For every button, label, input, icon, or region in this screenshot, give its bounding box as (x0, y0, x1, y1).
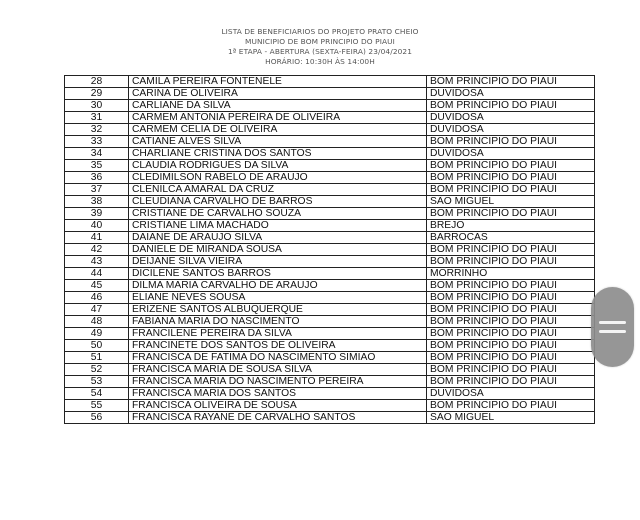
beneficiary-location: BOM PRINCIPIO DO PIAUI (427, 172, 595, 184)
table-row (65, 172, 595, 184)
table-row (65, 88, 595, 100)
row-number: 47 (65, 304, 129, 316)
beneficiary-location: BOM PRINCIPIO DO PIAUI (427, 280, 595, 292)
beneficiary-location: BOM PRINCIPIO DO PIAUI (427, 400, 595, 412)
row-number: 54 (65, 388, 129, 400)
row-number: 48 (65, 316, 129, 328)
table-row (65, 232, 595, 244)
table-row (65, 124, 595, 136)
row-number: 41 (65, 232, 129, 244)
table-row (65, 352, 595, 364)
table-row (65, 196, 595, 208)
beneficiary-location: BOM PRINCIPIO DO PIAUI (427, 208, 595, 220)
table-row (65, 316, 595, 328)
beneficiary-name: CATIANE ALVES SILVA (129, 136, 427, 148)
beneficiary-location: SÃO MIGUEL (427, 412, 595, 424)
beneficiaries-table (64, 75, 595, 424)
beneficiary-name: FRANCISCA MARIA DE SOUSA SILVA (129, 364, 427, 376)
beneficiary-name: FRANCILENE PEREIRA DA SILVA (129, 328, 427, 340)
table-row (65, 388, 595, 400)
beneficiary-location: DUVIDOSA (427, 388, 595, 400)
table-row (65, 376, 595, 388)
row-number: 50 (65, 340, 129, 352)
table-row (65, 412, 595, 424)
table-row (65, 136, 595, 148)
row-number: 35 (65, 160, 129, 172)
table-row (65, 304, 595, 316)
row-number: 42 (65, 244, 129, 256)
beneficiary-location: BOM PRINCIPIO DO PIAUI (427, 352, 595, 364)
beneficiary-location: BOM PRINCIPIO DO PIAUI (427, 136, 595, 148)
table-row (65, 208, 595, 220)
header-title: LISTA DE BENEFICIARIOS DO PROJETO PRATO CHEIO (221, 27, 419, 36)
beneficiary-name: ELIANE NEVES SOUSA (129, 292, 427, 304)
row-number: 55 (65, 400, 129, 412)
row-number: 28 (65, 76, 129, 88)
beneficiary-name: FRANCISCA MARIA DO NASCIMENTO PEREIRA (129, 376, 427, 388)
beneficiary-name: CARLIANE DA SILVA (129, 100, 427, 112)
beneficiary-location: BOM PRINCIPIO DO PIAUI (427, 316, 595, 328)
beneficiary-name: DANIELE DE MIRANDA SOUSA (129, 244, 427, 256)
row-number: 38 (65, 196, 129, 208)
beneficiary-location: MORRINHO (427, 268, 595, 280)
beneficiary-location: BOM PRINCIPIO DO PIAUI (427, 376, 595, 388)
table-row (65, 184, 595, 196)
beneficiary-name: DICILENE SANTOS BARROS (129, 268, 427, 280)
beneficiary-name: CARINA DE OLIVEIRA (129, 88, 427, 100)
beneficiary-name: FRANCISCA DE FATIMA DO NASCIMENTO SIMIAO (129, 352, 427, 364)
beneficiary-name: CARMEM ANTONIA PEREIRA DE OLIVEIRA (129, 112, 427, 124)
beneficiary-name: CAMILA PEREIRA FONTENELE (129, 76, 427, 88)
table-row (65, 100, 595, 112)
beneficiary-location: DUVIDOSA (427, 148, 595, 160)
header-schedule: HORÁRIO: 10:30H ÀS 14:00H (265, 57, 375, 66)
beneficiary-name: DAIANE DE ARAUJO SILVA (129, 232, 427, 244)
row-number: 36 (65, 172, 129, 184)
beneficiary-location: BREJO (427, 220, 595, 232)
row-number: 44 (65, 268, 129, 280)
row-number: 31 (65, 112, 129, 124)
table-row (65, 256, 595, 268)
document-header (0, 27, 640, 67)
table-row (65, 340, 595, 352)
beneficiary-name: ERIZENE SANTOS ALBUQUERQUE (129, 304, 427, 316)
table-row (65, 268, 595, 280)
beneficiary-name: CRISTIANE LIMA MACHADO (129, 220, 427, 232)
row-number: 37 (65, 184, 129, 196)
row-number: 32 (65, 124, 129, 136)
beneficiary-location: SÃO MIGUEL (427, 196, 595, 208)
row-number: 39 (65, 208, 129, 220)
row-number: 53 (65, 376, 129, 388)
table-row (65, 280, 595, 292)
table-row (65, 112, 595, 124)
beneficiary-name: CHARLIANE CRISTINA DOS SANTOS (129, 148, 427, 160)
header-stage: 1ª ETAPA - ABERTURA (SEXTA-FEIRA) 23/04/2021 (227, 47, 413, 56)
table-row (65, 160, 595, 172)
beneficiary-location: DUVIDOSA (427, 88, 595, 100)
row-number: 45 (65, 280, 129, 292)
beneficiary-name: CLENILCA AMARAL DA CRUZ (129, 184, 427, 196)
row-number: 56 (65, 412, 129, 424)
row-number: 33 (65, 136, 129, 148)
beneficiary-location: BARROCAS (427, 232, 595, 244)
table-row (65, 148, 595, 160)
row-number: 52 (65, 364, 129, 376)
table-row (65, 244, 595, 256)
beneficiary-name: CRISTIANE DE CARVALHO SOUZA (129, 208, 427, 220)
beneficiary-location: BOM PRINCIPIO DO PIAUI (427, 100, 595, 112)
header-municipality: MUNICIPIO DE BOM PRINCIPIO DO PIAUI (245, 37, 395, 46)
beneficiary-name: CARMEM CELIA DE OLIVEIRA (129, 124, 427, 136)
beneficiary-location: BOM PRINCIPIO DO PIAUI (427, 76, 595, 88)
beneficiary-location: BOM PRINCIPIO DO PIAUI (427, 292, 595, 304)
beneficiary-name: DILMA MARIA CARVALHO DE ARAUJO (129, 280, 427, 292)
table-row (65, 364, 595, 376)
beneficiary-location: DUVIDOSA (427, 124, 595, 136)
beneficiary-location: BOM PRINCIPIO DO PIAUI (427, 244, 595, 256)
beneficiary-name: FRANCISCA OLIVEIRA DE SOUSA (129, 400, 427, 412)
scroll-handle[interactable] (591, 287, 634, 367)
beneficiary-location: BOM PRINCIPIO DO PIAUI (427, 328, 595, 340)
beneficiary-location: DUVIDOSA (427, 112, 595, 124)
table-row (65, 400, 595, 412)
beneficiary-name: FRANCISCA RAYANE DE CARVALHO SANTOS (129, 412, 427, 424)
beneficiary-location: BOM PRINCIPIO DO PIAUI (427, 184, 595, 196)
beneficiary-name: FRANCISCA MARIA DOS SANTOS (129, 388, 427, 400)
row-number: 34 (65, 148, 129, 160)
row-number: 30 (65, 100, 129, 112)
table-row (65, 76, 595, 88)
beneficiary-location: BOM PRINCIPIO DO PIAUI (427, 364, 595, 376)
beneficiary-location: BOM PRINCIPIO DO PIAUI (427, 304, 595, 316)
beneficiary-location: BOM PRINCIPIO DO PIAUI (427, 256, 595, 268)
row-number: 43 (65, 256, 129, 268)
beneficiary-name: CLAUDIA RODRIGUES DA SILVA (129, 160, 427, 172)
row-number: 29 (65, 88, 129, 100)
row-number: 49 (65, 328, 129, 340)
beneficiary-name: DEIJANE SILVA VIEIRA (129, 256, 427, 268)
row-number: 40 (65, 220, 129, 232)
table-row (65, 292, 595, 304)
beneficiary-name: CLEUDIANA CARVALHO DE BARROS (129, 196, 427, 208)
row-number: 46 (65, 292, 129, 304)
beneficiary-name: CLEDIMILSON RABELO DE ARAUJO (129, 172, 427, 184)
beneficiary-location: BOM PRINCIPIO DO PIAUI (427, 160, 595, 172)
table-row (65, 220, 595, 232)
beneficiaries-table-body (65, 76, 595, 424)
drag-handle-icon (599, 321, 626, 324)
table-row (65, 328, 595, 340)
beneficiary-name: FABIANA MARIA DO NASCIMENTO (129, 316, 427, 328)
row-number: 51 (65, 352, 129, 364)
beneficiary-name: FRANCINETE DOS SANTOS DE OLIVEIRA (129, 340, 427, 352)
beneficiary-location: BOM PRINCIPIO DO PIAUI (427, 340, 595, 352)
drag-handle-icon (599, 330, 626, 333)
